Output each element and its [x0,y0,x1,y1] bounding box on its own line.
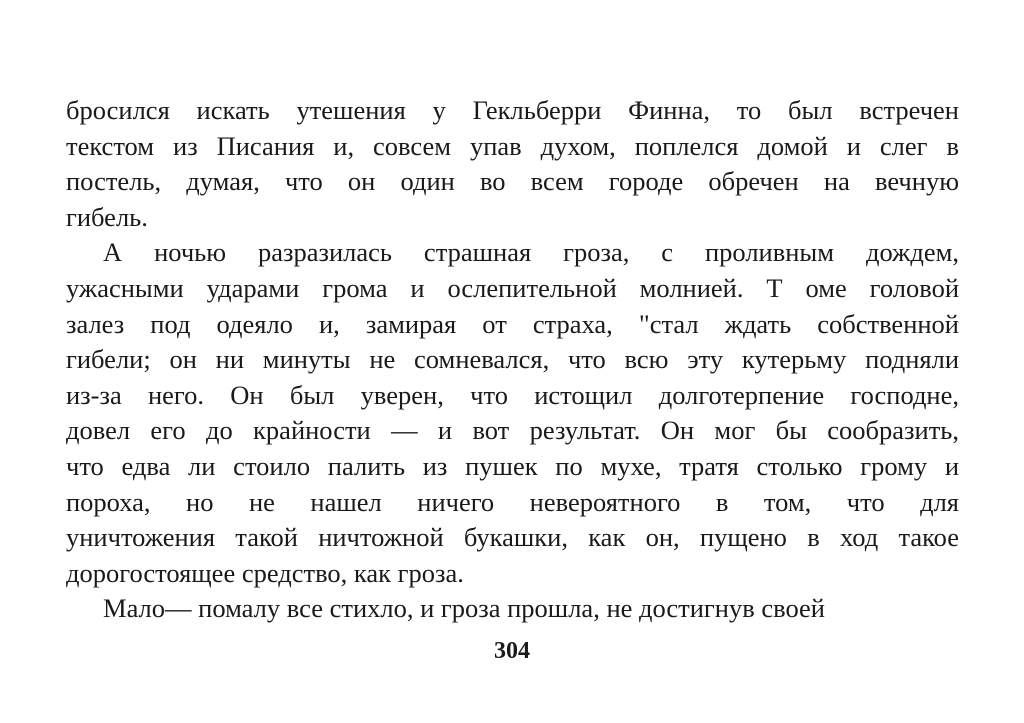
text-line: бросился искать утешения у Гекльберри Финна, то был встречен [66,95,959,125]
text-line: довел его до крайности — и вот результат. Он мог бы сообразить, [66,415,959,446]
text-line: постель, думая, что он один во всем городе обречен на вечную [66,166,959,197]
text-line: гибели; он ни минуты не сомневался, что всю эту кутерьму подняли [66,344,959,375]
text-line: ужасными ударами грома и ослепительной молнией. Т оме головой [66,272,959,303]
text-line: А ночью разразилась страшная гроза, с проливным дождем, [103,237,959,268]
text-line: залез под одеяло и, замирая от страха, "стал ждать собственной [66,308,959,339]
page-body-text [66,93,959,627]
text-line: Мало— помалу все стихло, и гроза прошла, не достигнув своей [103,593,825,624]
text-line: текстом из Писания и, совсем упав духом, поплелся домой и слег в [66,130,959,161]
text-line: дорогостоящее средство, как гроза. [66,557,464,588]
text-line: пороха, но не нашел ничего невероятного в том, что для [66,486,959,517]
text-line: гибель. [66,201,148,232]
text-line: что едва ли стоило палить из пушек по мухе, тратя столько грому и [66,450,959,481]
page-number: 304 [494,638,530,664]
text-line: уничтожения такой ничтожной букашки, как он, пущено в ход такое [66,522,959,553]
text-line: из-за него. Он был уверен, что истощил долготерпение господне, [66,379,959,410]
